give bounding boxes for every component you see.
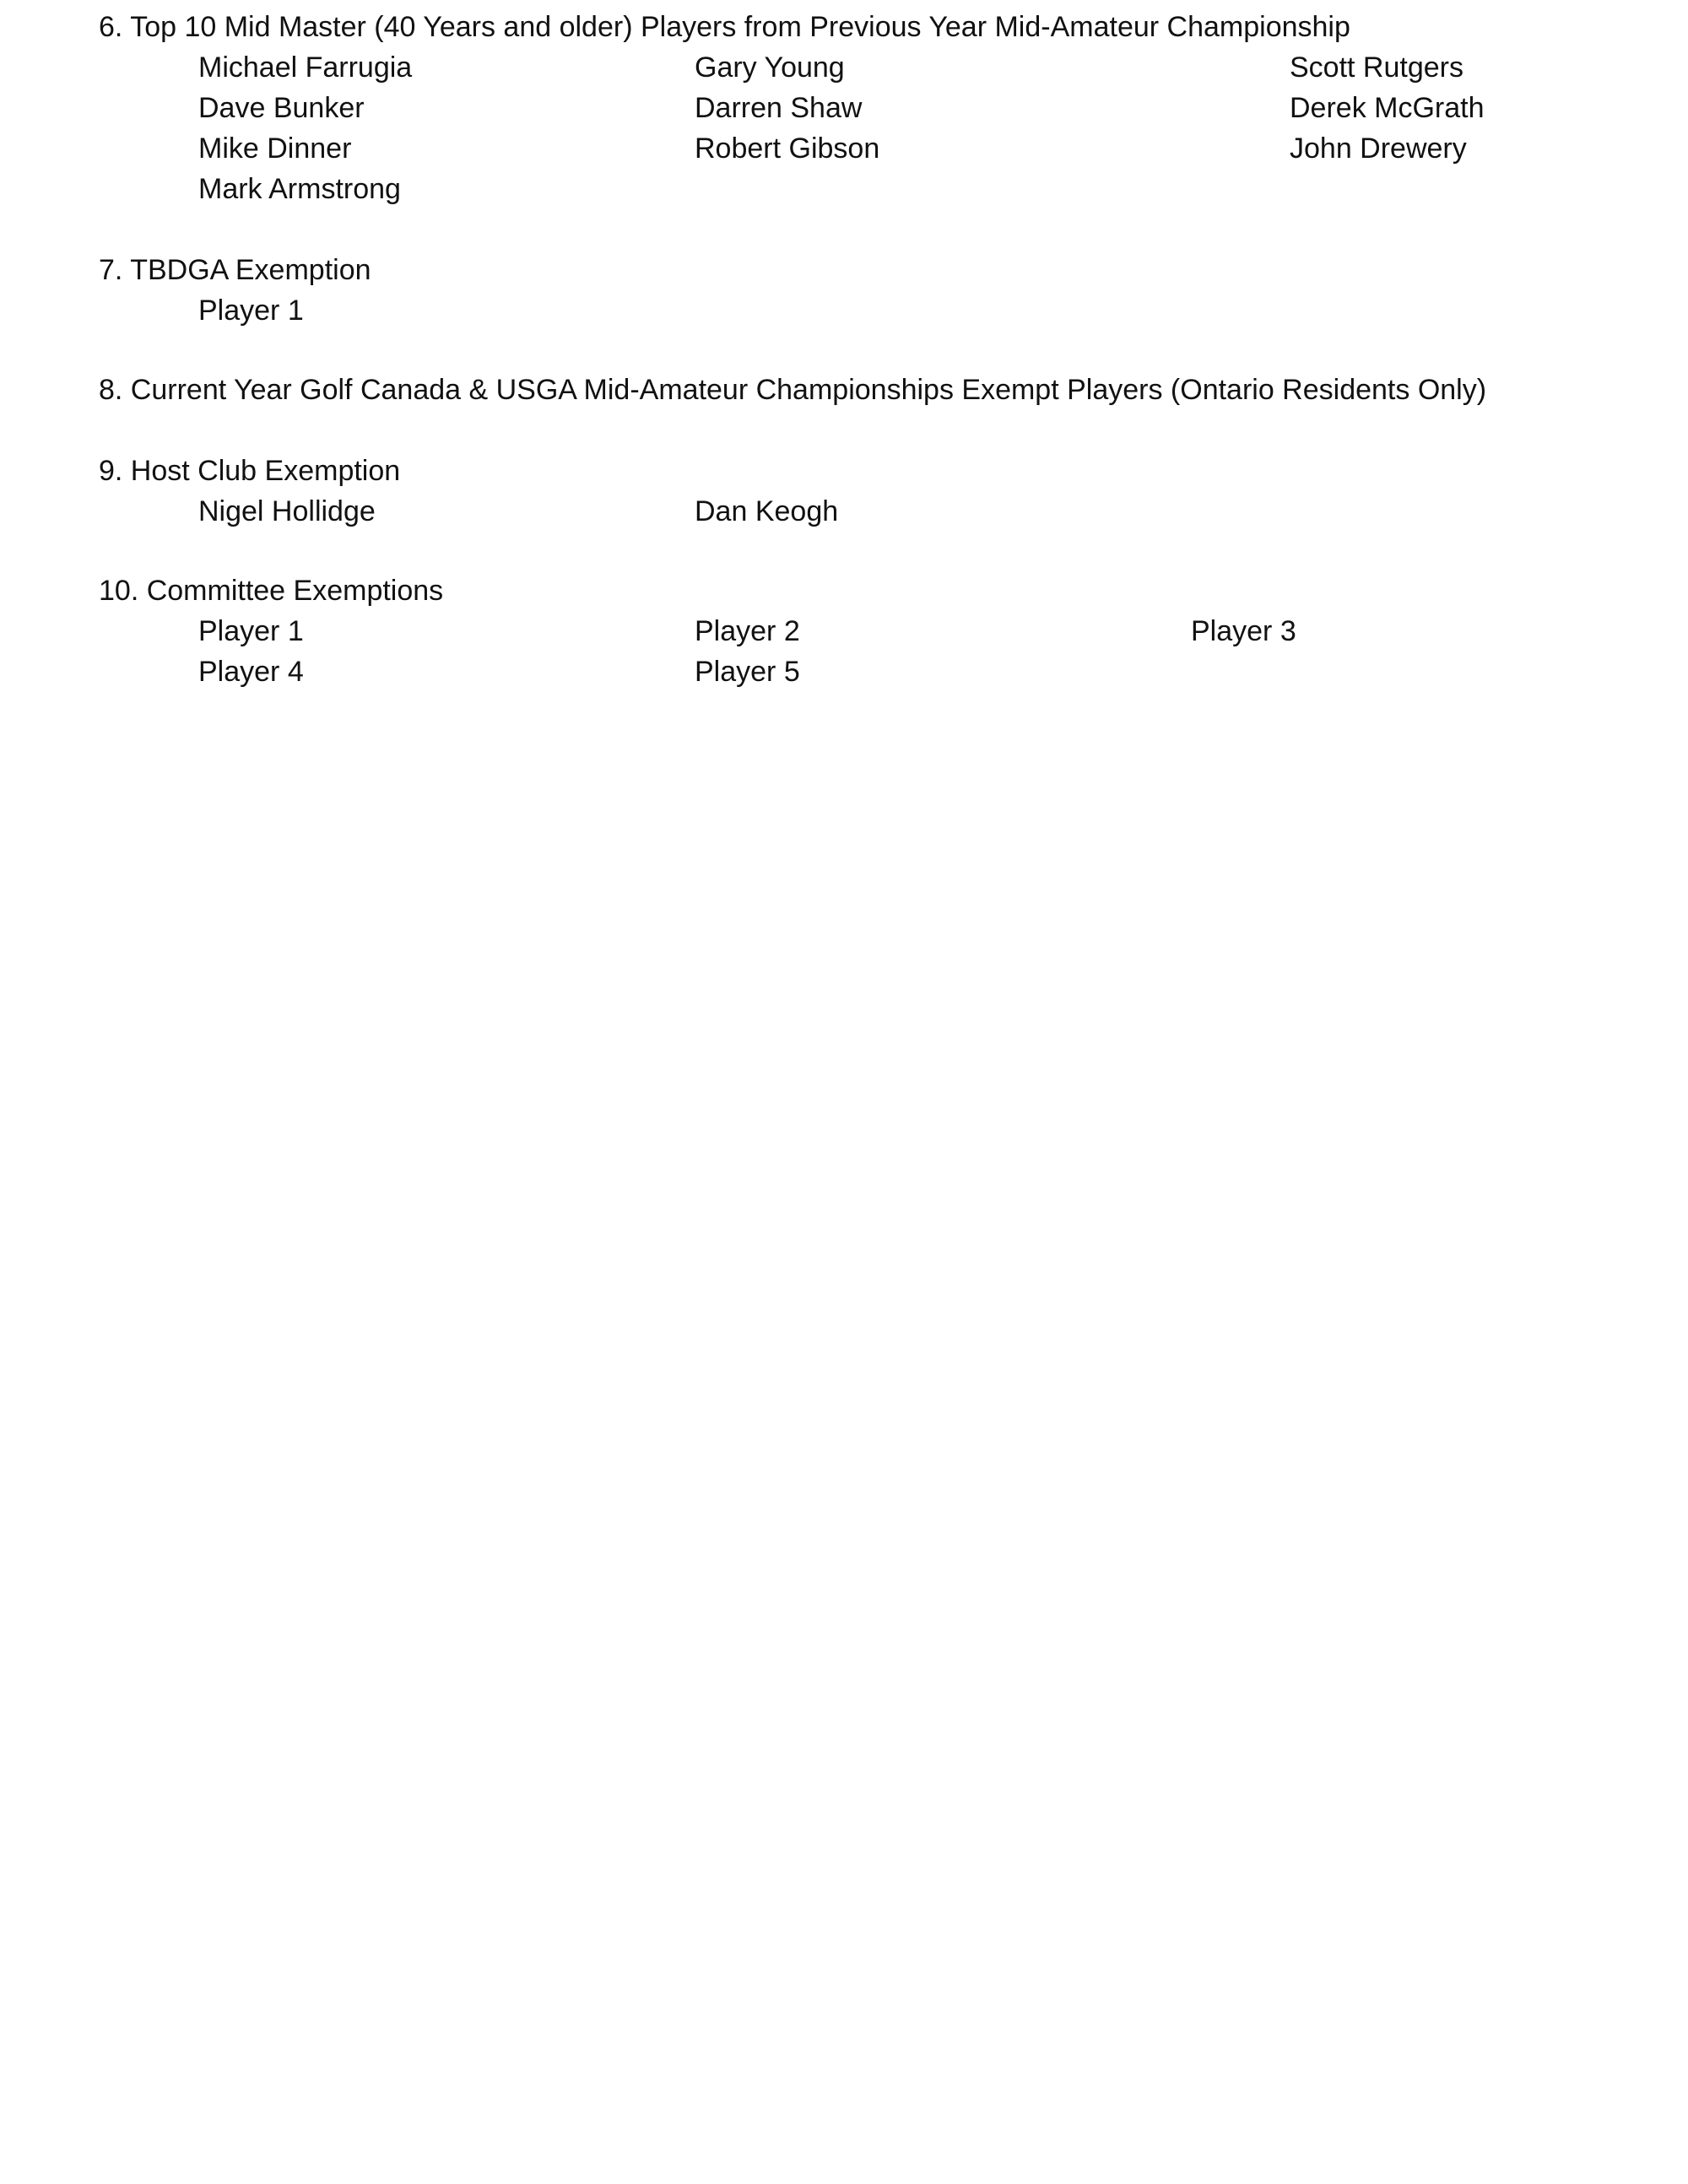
section-heading: 10. Committee Exemptions xyxy=(99,575,444,607)
player-row xyxy=(0,651,1688,692)
player-row xyxy=(0,169,1688,209)
player-name: John Drewery xyxy=(1290,132,1467,165)
player-name: Mike Dinner xyxy=(198,132,352,165)
player-name: Nigel Hollidge xyxy=(198,495,376,527)
player-name: Player 1 xyxy=(198,615,304,647)
player-name: Robert Gibson xyxy=(695,132,880,165)
player-name: Michael Farrugia xyxy=(198,51,413,84)
player-name: Dan Keogh xyxy=(695,495,839,527)
player-name: Player 5 xyxy=(695,656,800,688)
player-row xyxy=(0,491,1688,532)
section-heading: 9. Host Club Exemption xyxy=(99,455,401,487)
player-row xyxy=(0,128,1688,169)
player-name: Player 2 xyxy=(695,615,800,647)
player-name: Player 3 xyxy=(1191,615,1296,647)
player-name: Dave Bunker xyxy=(198,92,365,124)
section-heading: 8. Current Year Golf Canada & USGA Mid-Amateur Championships Exempt Players (Ontario Residents Only) xyxy=(99,374,1487,406)
section-heading: 7. TBDGA Exemption xyxy=(99,254,371,286)
player-name: Player 1 xyxy=(198,295,304,327)
player-row xyxy=(0,88,1688,128)
player-row xyxy=(0,290,1688,331)
player-name: Player 4 xyxy=(198,656,304,688)
section-heading: 6. Top 10 Mid Master (40 Years and older) Players from Previous Year Mid-Amateur Championship xyxy=(99,11,1350,43)
player-name: Darren Shaw xyxy=(695,92,863,124)
player-row xyxy=(0,611,1688,651)
player-name: Mark Armstrong xyxy=(198,173,401,205)
player-name: Gary Young xyxy=(695,51,845,84)
player-name: Scott Rutgers xyxy=(1290,51,1463,84)
player-name: Derek McGrath xyxy=(1290,92,1485,124)
player-row xyxy=(0,47,1688,88)
